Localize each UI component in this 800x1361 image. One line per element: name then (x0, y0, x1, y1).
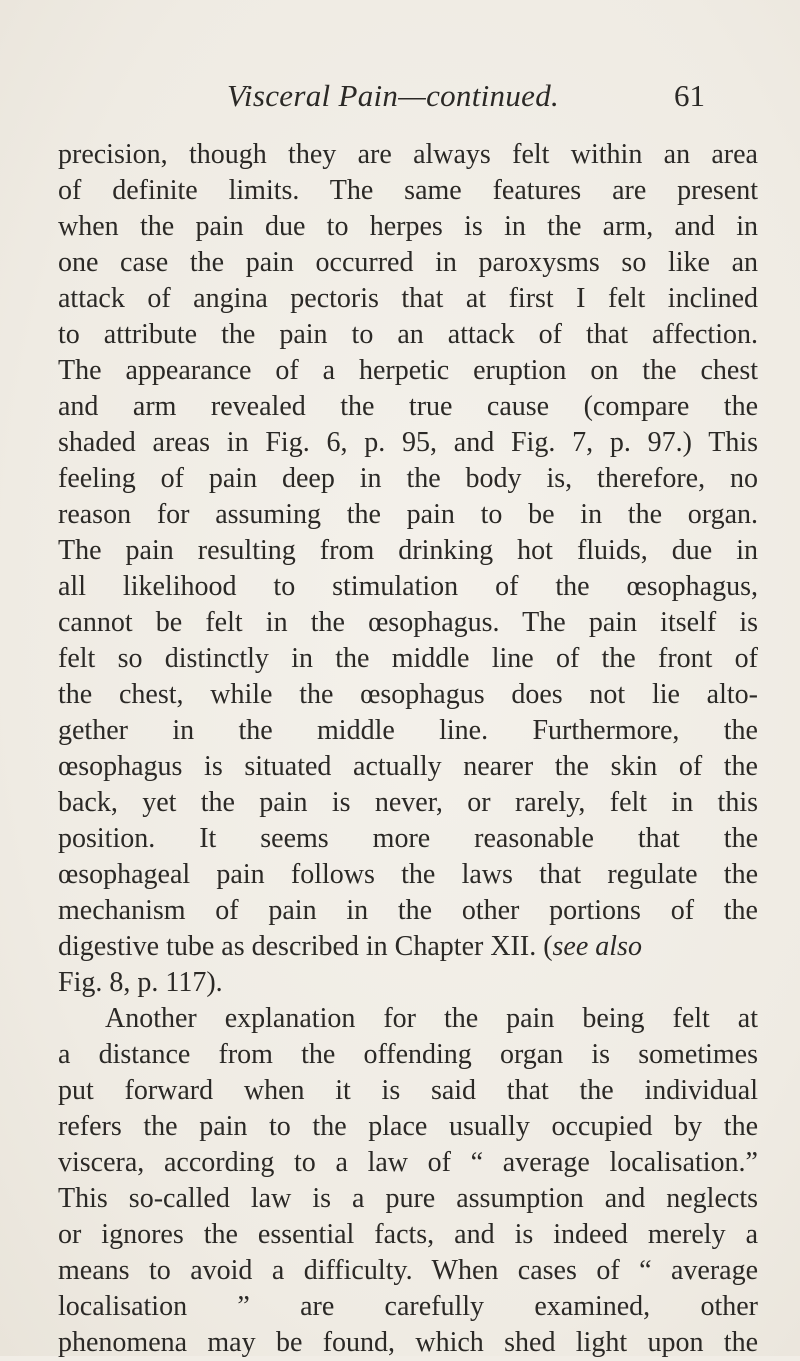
text-line: reason for assuming the pain to be in the organ. (58, 499, 758, 530)
text-line: refers the pain to the place usually occupied by the (58, 1111, 758, 1142)
text-line: means to avoid a difficulty. When cases of “ average (58, 1255, 758, 1286)
text-line: a distance from the offending organ is sometimes (58, 1039, 758, 1070)
text-line: or ignores the essential facts, and is indeed merely a (58, 1219, 758, 1250)
text-line: feeling of pain deep in the body is, therefore, no (58, 463, 758, 494)
text-line: back, yet the pain is never, or rarely, felt in this (58, 787, 758, 818)
text-line: gether in the middle line. Furthermore, the (58, 715, 758, 746)
text-line: cannot be felt in the œsophagus. The pain itself is (58, 607, 758, 638)
running-title: Visceral Pain—continued. (227, 78, 560, 113)
text-line: The appearance of a herpetic eruption on the chest (58, 355, 758, 386)
text-line: the chest, while the œsophagus does not lie alto- (58, 679, 758, 710)
text-line: put forward when it is said that the individual (58, 1075, 758, 1106)
text-line: precision, though they are always felt within an area (58, 139, 758, 170)
text-line: when the pain due to herpes is in the arm, and in (58, 211, 758, 242)
text-line: viscera, according to a law of “ average localisation.” (58, 1147, 758, 1178)
text-line: œsophagus is situated actually nearer the skin of the (58, 751, 758, 782)
text-line: mechanism of pain in the other portions of the (58, 895, 758, 926)
page-header (0, 78, 800, 118)
text-line: to attribute the pain to an attack of that affection. (58, 319, 758, 350)
text-line: of definite limits. The same features are present (58, 175, 758, 206)
text-line: felt so distinctly in the middle line of the front of (58, 643, 758, 674)
chapter-reference: digestive tube as described in Chapter XII. ( (58, 931, 553, 962)
text-line: localisation ” are carefully examined, other (58, 1291, 758, 1322)
text-line (58, 929, 642, 965)
text-line: phenomena may be found, which shed light upon the (58, 1327, 758, 1358)
see-also-reference: see also (552, 931, 642, 962)
text-line: attack of angina pectoris that at first I felt inclined (58, 283, 758, 314)
page-number: 61 (674, 78, 705, 113)
paragraph-start-line: Another explanation for the pain being felt at (105, 1003, 758, 1034)
text-line: Fig. 8, p. 117). (58, 967, 223, 998)
text-line: œsophageal pain follows the laws that regulate the (58, 859, 758, 890)
text-line: The pain resulting from drinking hot fluids, due in (58, 535, 758, 566)
text-line: and arm revealed the true cause (compare the (58, 391, 758, 422)
text-line: This so-called law is a pure assumption and neglects (58, 1183, 758, 1214)
text-line: shaded areas in Fig. 6, p. 95, and Fig. 7, p. 97.) This (58, 427, 758, 458)
text-line: all likelihood to stimulation of the œsophagus, (58, 571, 758, 602)
text-line: position. It seems more reasonable that the (58, 823, 758, 854)
text-line: one case the pain occurred in paroxysms so like an (58, 247, 758, 278)
